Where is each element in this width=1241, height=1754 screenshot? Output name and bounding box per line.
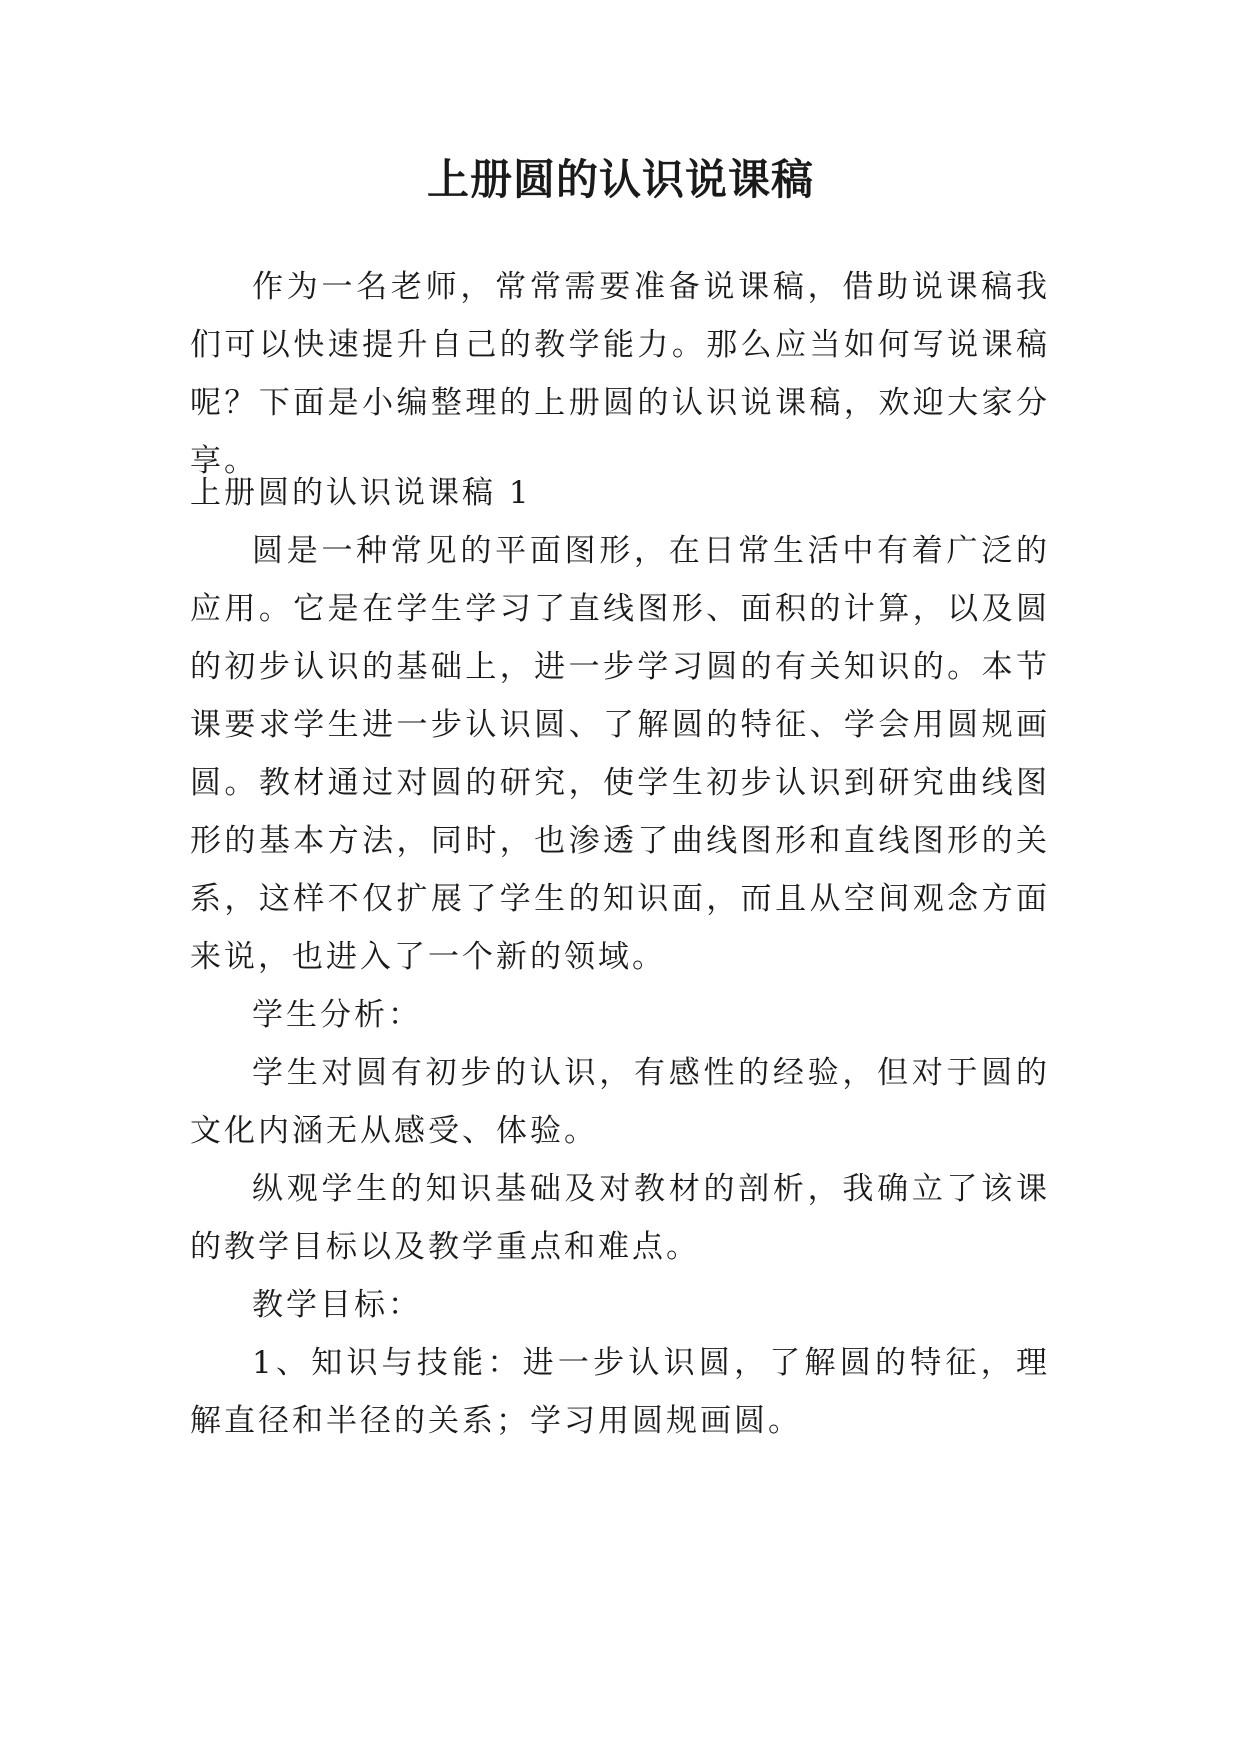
analysis-block [190, 986, 1050, 1450]
textbook-analysis-paragraph: 圆是一种常见的平面图形，在日常生活中有着广泛的应用。它是在学生学习了直线图形、面积的计算，以及圆的初步认识的基础上，进一步学习圆的有关知识的。本节课要求学生进一步认识圆、了解圆的特征、学会用圆规画圆。教材通过对圆的研究，使学生初步认识到研究曲线图形的基本方法，同时，也渗透了曲线图形和直线图形的关系，这样不仅扩展了学生的知识面，而且从空间观念方面来说，也进入了一个新的领域。 [190, 533, 1050, 975]
student-analysis-label: 学生分析： [252, 997, 422, 1033]
document-title: 上册圆的认识说课稿 [426, 155, 814, 204]
intro-paragraph: 作为一名老师，常常需要准备说课稿，借助说课稿我们可以快速提升自己的教学能力。那么应当如何写说课稿呢？下面是小编整理的上册圆的认识说课稿，欢迎大家分享。 [190, 269, 1050, 479]
section-heading: 上册圆的认识说课稿 1 [190, 475, 532, 511]
intro-block [190, 258, 1050, 490]
student-analysis-paragraph: 学生对圆有初步的认识，有感性的经验，但对于圆的文化内涵无从感受、体验。 [190, 1055, 1050, 1149]
teaching-goals-label: 教学目标： [252, 1287, 422, 1323]
overview-paragraph: 纵观学生的知识基础及对教材的剖析，我确立了该课的教学目标以及教学重点和难点。 [190, 1171, 1050, 1265]
section-1 [190, 464, 1050, 986]
teaching-goal-1: 1、知识与技能：进一步认识圆，了解圆的特征，理解直径和半径的关系；学习用圆规画圆。 [190, 1345, 1050, 1439]
